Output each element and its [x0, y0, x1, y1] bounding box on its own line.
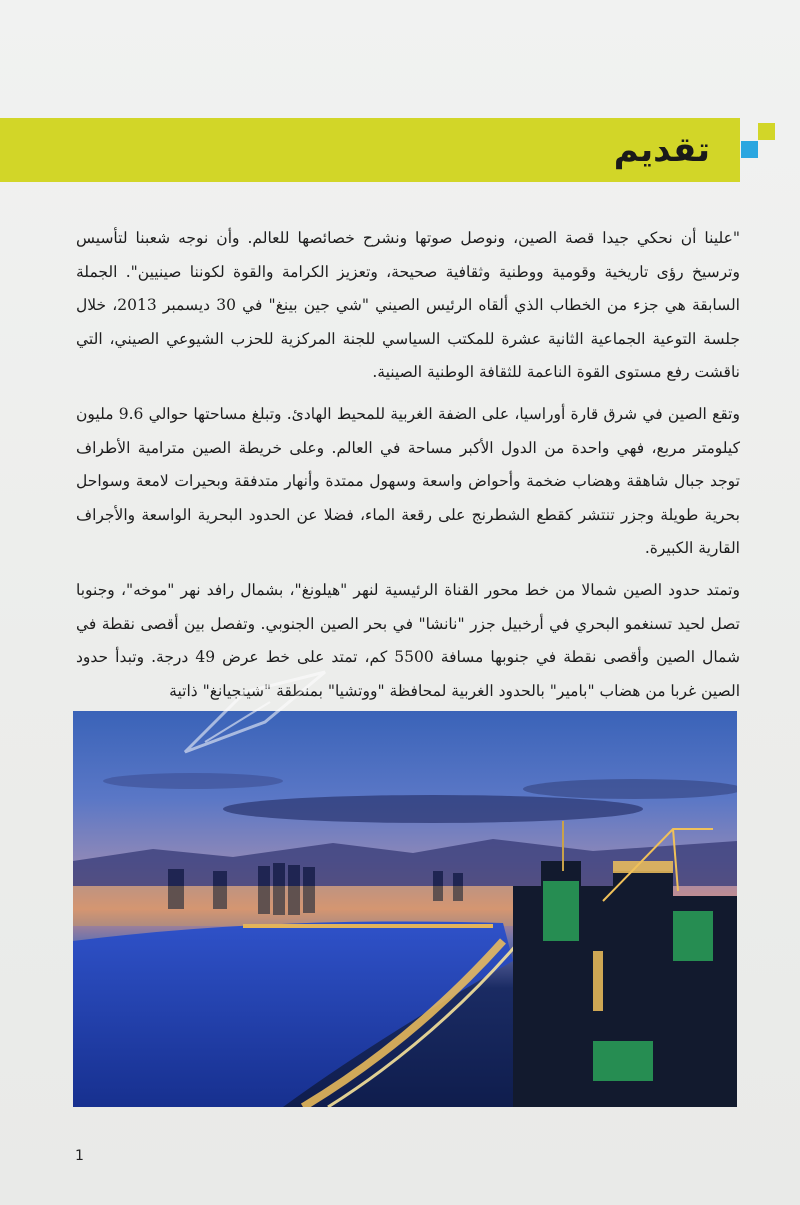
- paragraph-intro-quote: "علينا أن نحكي جيدا قصة الصين، ونوصل صوتها ونشرح خصائصها للعالم. وأن نوجه شعبنا لتأسيس وترسيخ رؤى تاريخية وقومية ووطنية وثقافية صحيحة، وتعزيز الكرامة والقوة لكوننا صينيين". الجملة السابقة هي جزء من الخطاب الذي ألقاه الرئيس الصيني "شي جين بينغ" في 30 ديسمبر 2013، خلال جلسة التوعية الجماعية الثانية عشرة للمكتب السياسي للجنة المركزية للحزب الشيوعي الصيني، التي ناقشت رفع مستوى القوة الناعمة للثقافة الوطنية الصينية.: [76, 229, 741, 382]
- paragraph-borders: وتمتد حدود الصين شمالا من خط محور القناة الرئيسية لنهر "هيلونغ"، بشمال رافد نهر "موخه"، وجنوبا تصل لحيد تسنغمو البحري في أرخبيل جزر "نانشا" في بحر الصين الجنوبي. وتفصل بين أقصى نقطة في شمال الصين وأقصى نقطة في جنوبها مسافة 5500 كم، تمتد على خط عرض 49 درجة. وتبدأ حدود الصين غربا من هضاب "بامير" بالحدود الغربية لمحافظة "ووتشيا" بمنطقة "شينجيانغ" ذاتية: [76, 580, 740, 700]
- body-text: [76, 222, 740, 716]
- section-title: تقديم: [613, 130, 710, 170]
- city-night-photo: [73, 711, 737, 1107]
- watermark-logo-icon: [175, 662, 335, 762]
- paragraph-geography: وتقع الصين في شرق قارة أوراسيا، على الضفة الغربية للمحيط الهادئ. وتبلغ مساحتها حوالي 9.6 مليون كيلومتر مربع، فهي واحدة من الدول الأكبر مساحة في العالم. وعلى خريطة الصين مترامية الأطراف توجد جبال شاهقة وهضاب ضخمة وأحواض واسعة وسهول ممتدة وأنهار متدفقة وبحيرات لامعة وسواحل بحرية طويلة وجزر تنتشر كقطع الشطرنج على رقعة الماء، فضلا عن الحدود البحرية الواسعة والأجراف القارية الكبيرة.: [76, 404, 740, 558]
- page-number: 1: [75, 1148, 84, 1164]
- decorative-blue-square: [741, 141, 758, 158]
- decorative-yellow-square: [758, 123, 775, 140]
